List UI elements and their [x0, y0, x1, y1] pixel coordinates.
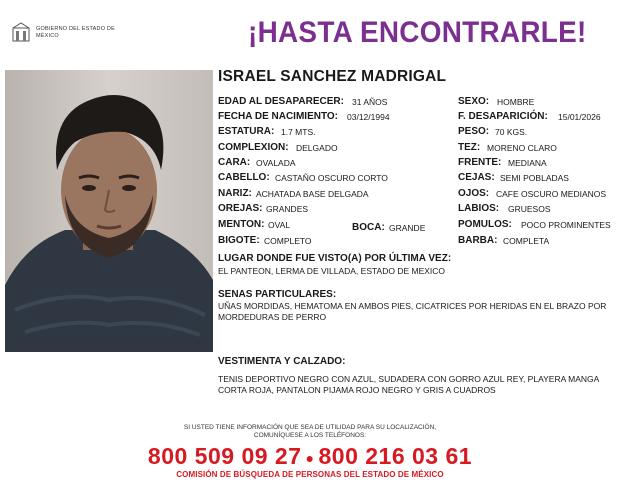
- last-seen-text: EL PANTEON, LERMA DE VILLADA, ESTADO DE MEXICO: [218, 266, 446, 276]
- cejas-label: CEJAS:: [458, 172, 495, 183]
- sexo-value: HOMBRE: [497, 97, 535, 107]
- last-seen-title: LUGAR DONDE FUE VISTO(A) POR ÚLTIMA VEZ:: [218, 253, 452, 264]
- menton-label: MENTON:: [218, 219, 265, 230]
- peso-value: 70 KGS.: [495, 127, 528, 137]
- government-logo: [10, 22, 120, 44]
- nariz-value: ACHATADA BASE DELGADA: [256, 189, 369, 199]
- commission-name: COMISIÓN DE BÚSQUEDA DE PERSONAS DEL ESTADO DE MÉXICO: [176, 470, 444, 479]
- tez-value: MORENO CLARO: [487, 143, 557, 153]
- pomulos-label: POMULOS:: [458, 219, 512, 230]
- phone-number-1[interactable]: 800 509 09 27: [147, 443, 302, 469]
- bigote-value: COMPLETO: [264, 236, 312, 246]
- labios-label: LABIOS:: [458, 203, 500, 214]
- person-name: ISRAEL SANCHEZ MADRIGAL: [218, 68, 447, 85]
- cara-value: OVALADA: [256, 158, 296, 168]
- clothing-title: VESTIMENTA Y CALZADO:: [218, 356, 346, 367]
- sexo-label: SEXO:: [458, 96, 490, 107]
- frente-value: MEDIANA: [508, 158, 547, 168]
- nacimiento-value: 03/12/1994: [347, 112, 390, 122]
- complexion-label: COMPLEXION:: [218, 142, 289, 153]
- contact-note-line-2: COMUNÍQUESE A LOS TELÉFONOS:: [253, 432, 367, 439]
- clothing-text: TENIS DEPORTIVO NEGRO CON AZUL, SUDADERA CON GORRO AZUL REY, PLAYERA MANGA CORTA ROJA, PANTALON PIJAMA ROJO NEGRO Y GRIS A CUADROS: [218, 374, 599, 395]
- cejas-value: SEMI POBLADAS: [500, 173, 569, 183]
- headline: ¡HASTA ENCONTRARLE!: [248, 16, 587, 49]
- desaparicion-label: F. DESAPARICIÓN:: [458, 111, 548, 122]
- pomulos-value: POCO PROMINENTES: [521, 220, 611, 230]
- labios-value: GRUESOS: [508, 204, 551, 214]
- peso-label: PESO:: [458, 126, 490, 137]
- barba-value: COMPLETA: [503, 236, 550, 246]
- complexion-value: DELGADO: [296, 143, 338, 153]
- estatura-label: ESTATURA:: [218, 126, 275, 137]
- estatura-value: 1.7 MTS.: [281, 127, 316, 137]
- phone-numbers: [0, 443, 620, 470]
- cabello-label: CABELLO:: [218, 172, 270, 183]
- edad-value: 31 AÑOS: [352, 97, 388, 107]
- tez-label: TEZ:: [458, 142, 481, 153]
- cara-label: CARA:: [218, 157, 251, 168]
- barba-label: BARBA:: [458, 235, 498, 246]
- edad-label: EDAD AL DESAPARECER:: [218, 96, 344, 107]
- ojos-label: OJOS:: [458, 188, 490, 199]
- menton-value: OVAL: [268, 220, 291, 230]
- nacimiento-label: FECHA DE NACIMIENTO:: [218, 111, 338, 122]
- frente-label: FRENTE:: [458, 157, 502, 168]
- government-logo-text: GOBIERNO DEL ESTADO DE MÉXICO: [36, 26, 115, 39]
- nariz-label: NARIZ:: [218, 188, 252, 199]
- boca-label: BOCA:: [352, 222, 385, 233]
- ojos-value: CAFE OSCURO MEDIANOS: [496, 189, 607, 199]
- bigote-label: BIGOTE:: [218, 235, 260, 246]
- state-seal-icon: [10, 22, 32, 44]
- orejas-value: GRANDES: [266, 204, 309, 214]
- orejas-label: OREJAS:: [218, 203, 263, 214]
- boca-value: GRANDE: [389, 223, 426, 233]
- desaparicion-value: 15/01/2026: [558, 112, 601, 122]
- particular-signs-title: SENAS PARTICULARES:: [218, 289, 337, 300]
- cabello-value: CASTAÑO OSCURO CORTO: [275, 173, 388, 183]
- phone-number-2[interactable]: 800 216 03 61: [318, 443, 473, 469]
- contact-note-line-1: SI USTED TIENE INFORMACIÓN QUE SEA DE UTILIDAD PARA SU LOCALIZACIÓN,: [183, 424, 437, 431]
- separator-dot-icon: ●: [305, 449, 315, 466]
- missing-person-photo: [5, 70, 213, 352]
- contact-note: [0, 424, 620, 440]
- particular-signs-text: UÑAS MORDIDAS, HEMATOMA EN AMBOS PIES, CICATRICES POR HERIDAS EN EL BRAZO POR MORDEDURAS DE PERRO: [218, 301, 607, 322]
